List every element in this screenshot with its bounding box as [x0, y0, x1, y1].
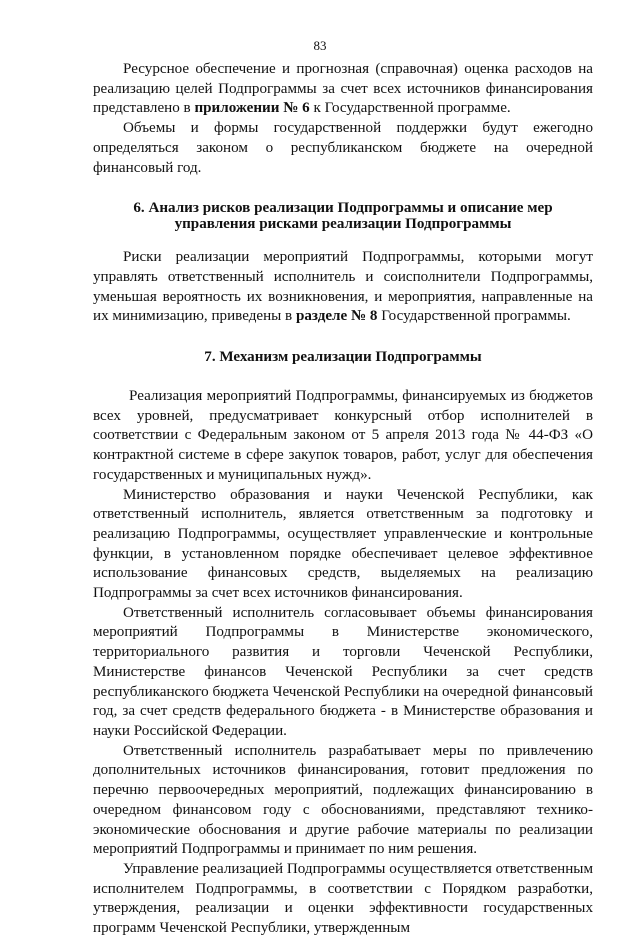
spacer: [93, 178, 593, 200]
paragraph-resource-estimate: [93, 60, 593, 119]
section-heading-line: управления рисками реализации Подпрограммы: [174, 216, 512, 233]
paragraph-ministry: Министерство образования и науки Чеченской Республики, как ответственный исполнитель, является ответственным за подготовку и реализацию Подпрограммы, осуществляет управленческие и контрольные функции, в установленном порядке обеспечивает целевое эффективное использование финансовых средств, выделяемых на реализацию Подпрограммы за счет всех источников финансирования.: [93, 486, 593, 602]
spacer: [93, 232, 593, 248]
paragraph-management: Управление реализацией Подпрограммы осуществляется ответственным исполнителем Подпрограммы, в соответствии с Порядком разработки, утверждения, реализации и оценки эффективности государственных программ Чеченской Республики, утвержденным: [93, 860, 593, 937]
paragraph-text: Ресурсное обеспечение и прогнозная (справочная) оценка расходов на реализацию целей Подпрограммы за счет всех источников финансирования представлено в: [93, 61, 593, 117]
appendix-reference: приложении № 6: [194, 100, 310, 117]
section-heading-7: 7. Механизм реализации Подпрограммы: [204, 349, 482, 366]
paragraph-support-volumes: Объемы и формы государственной поддержки будут ежегодно определяться законом о республиканском бюджете на очередной финансовый год.: [93, 120, 593, 176]
section-heading-line: 6. Анализ рисков реализации Подпрограммы и описание мер: [133, 200, 553, 217]
page-body: [93, 60, 593, 939]
spacer: [93, 327, 593, 349]
spacer: [93, 365, 593, 387]
section-reference: разделе № 8: [295, 308, 378, 325]
paragraph-text: к Государственной программе.: [309, 100, 511, 117]
paragraph-risks: [93, 248, 593, 327]
paragraph-funding-approval: Ответственный исполнитель согласовывает объемы финансирования мероприятий Подпрограммы в Министерстве экономического, территориального развития и торговли Чеченской Республики, Министерстве финансов Чеченской Республики за счет средств республиканского бюджета Чеченской Республики на очередной финансовый год, за счет средств федерального бюджета - в Министерстве образования и науки Российской Федерации.: [93, 604, 593, 739]
section-heading-6: [93, 200, 593, 232]
paragraph-implementation: Реализация мероприятий Подпрограммы, финансируемых из бюджетов всех уровней, предусматривает конкурсный отбор исполнителей в соответствии с Федеральным законом от 5 апреля 2013 года № 44-ФЗ «О контрактной системе в сфере закупок товаров, работ, услуг для обеспечения государственных и муниципальных нужд».: [93, 388, 593, 483]
paragraph-additional-sources: Ответственный исполнитель разрабатывает меры по привлечению дополнительных источников финансирования, готовит предложения по перечню первоочередных мероприятий, подлежащих финансированию в очередном финансовом году с обоснованиями, представляют технико-экономические обоснования и другие рабочие материалы по реализации мероприятий Подпрограммы и принимает по ним решения.: [93, 742, 593, 858]
page-number: 83: [313, 38, 327, 53]
paragraph-text: Государственной программы.: [377, 308, 571, 325]
paragraph-text: Риски реализации мероприятий Подпрограммы, которыми могут управлять ответственный исполнитель и соисполнители Подпрограммы, уменьшая вероятность их возникновения, и мероприятия, направленные на их минимизацию, приведены в: [93, 249, 593, 325]
